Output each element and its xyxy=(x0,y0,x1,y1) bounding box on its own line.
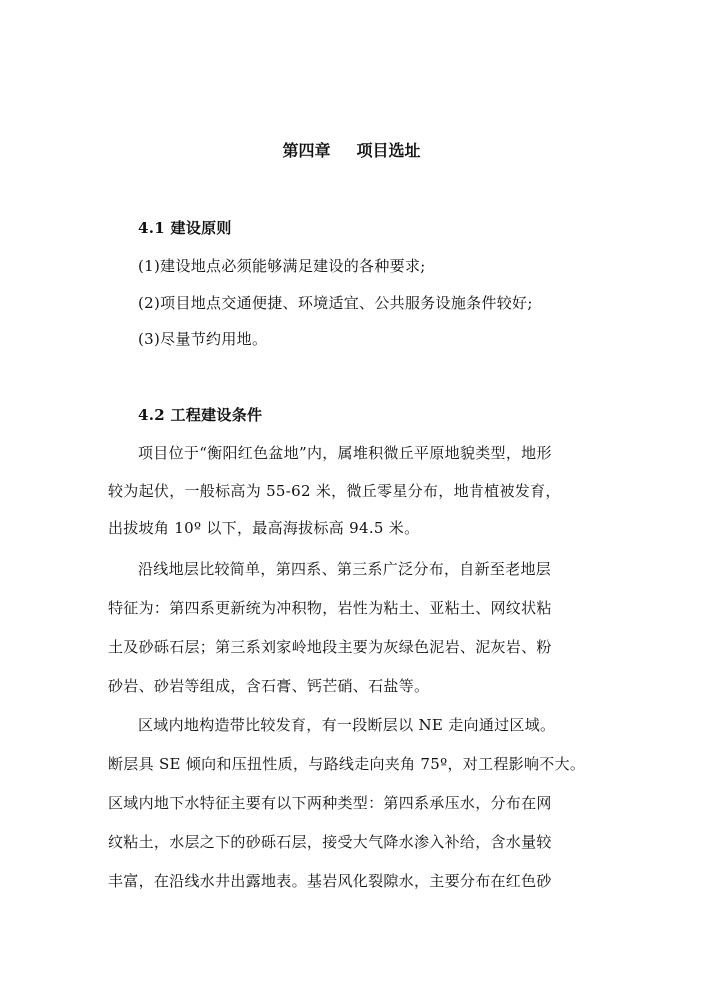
paragraph-line: (2)项目地点交通便捷、环境适宜、公共服务设施条件较好; xyxy=(138,294,533,312)
paragraph-line: 断层具 SE 倾向和压扭性质，与路线走向夹角 75º，对工程影响不大。 xyxy=(108,755,586,773)
chapter-name: 项目选址 xyxy=(356,141,421,160)
paragraph-line: 区域内地构造带比较发育，有一段断层以 NE 走向通过区域。 xyxy=(138,716,556,734)
paragraph-line: 丰富，在沿线水井出露地表。基岩风化裂隙水，主要分布在红色砂 xyxy=(108,872,552,890)
paragraph-line: 土及砂砾石层；第三系刘家岭地段主要为灰绿色泥岩、泥灰岩、粉 xyxy=(108,638,552,656)
section-heading-4-2: 4.2 工程建设条件 xyxy=(138,406,263,424)
paragraph-line: 特征为：第四系更新统为冲积物，岩性为粘土、亚粘土、网纹状粘 xyxy=(108,599,552,617)
paragraph-line: 砂岩、砂岩等组成，含石膏、钙芒硝、石盐等。 xyxy=(108,677,430,695)
paragraph-line: (1)建设地点必须能够满足建设的各种要求; xyxy=(138,257,426,275)
paragraph-line: 较为起伏，一般标高为 55-62 米，微丘零星分布，地肯植被发育， xyxy=(108,482,561,500)
paragraph-line: (3)尽量节约用地。 xyxy=(138,330,268,348)
chapter-number: 第四章 xyxy=(282,141,331,160)
chapter-title xyxy=(0,140,703,162)
section-heading-4-1: 4.1 建设原则 xyxy=(138,219,232,237)
paragraph-line: 纹粘土，水层之下的砂砾石层，接受大气降水渗入补给，含水量较 xyxy=(108,833,552,851)
paragraph-line: 区域内地下水特征主要有以下两种类型：第四系承压水，分布在网 xyxy=(108,794,552,812)
paragraph-line: 出拔坡角 10º 以下，最高海拔标高 94.5 米。 xyxy=(108,519,420,537)
paragraph-line: 沿线地层比较简单，第四系、第三系广泛分布，自新至老地层 xyxy=(138,560,552,578)
paragraph-line: 项目位于“衡阳红色盆地”内，属堆积微丘平原地貌类型，地形 xyxy=(138,444,552,462)
